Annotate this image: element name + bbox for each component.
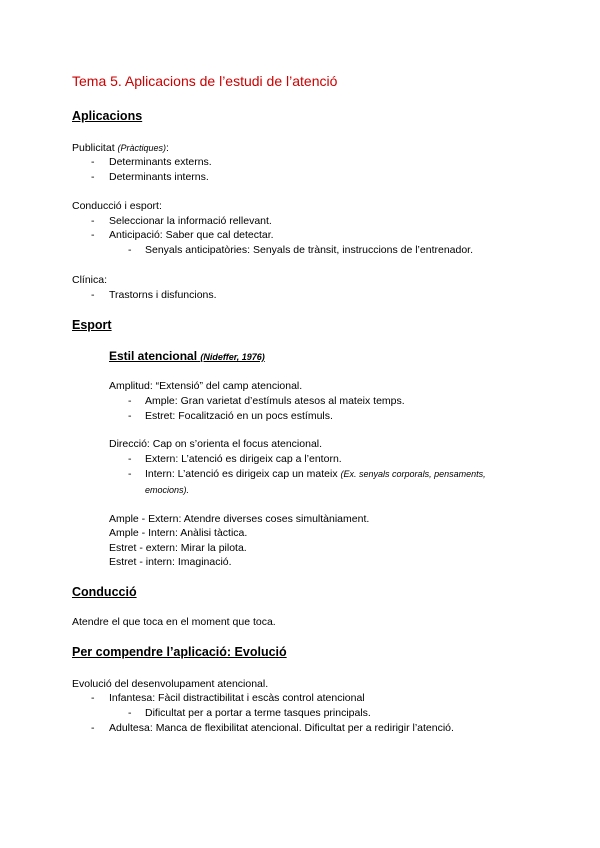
combinacio-line: Ample - Intern: Anàlisi tàctica. bbox=[109, 527, 248, 539]
bullet-dash: - bbox=[128, 453, 132, 465]
evolucio-label: Evolució del desenvolupament atencional. bbox=[72, 678, 269, 690]
sub-list-item: Senyals anticipatòries: Senyals de trànsit, instruccions de l’entrenador. bbox=[145, 244, 474, 256]
direccio-label: Direcció: Cap on s’orienta el focus atencional. bbox=[109, 438, 323, 450]
publicitat-colon: : bbox=[166, 142, 169, 154]
list-item: Extern: L’atenció es dirigeix cap a l’entorn. bbox=[145, 453, 342, 465]
bullet-dash: - bbox=[91, 215, 95, 227]
conduccio-text: Atendre el que toca en el moment que toca. bbox=[72, 616, 276, 628]
publicitat-text: Publicitat bbox=[72, 142, 115, 154]
bullet-dash: - bbox=[91, 722, 95, 734]
bullet-dash: - bbox=[128, 468, 132, 480]
bullet-dash: - bbox=[128, 410, 132, 422]
bullet-dash: - bbox=[128, 244, 132, 256]
direccio-intern-note: (Ex. senyals corporals, pensaments, bbox=[340, 469, 486, 479]
heading-evolucio: Per compendre l’aplicació: Evolució bbox=[72, 645, 287, 659]
heading-aplicacions: Aplicacions bbox=[72, 109, 143, 123]
bullet-dash: - bbox=[128, 707, 132, 719]
amplitud-label: Amplitud: “Extensió” del camp atencional. bbox=[109, 380, 303, 392]
list-item: Adultesa: Manca de flexibilitat atencional. Dificultat per a redirigir l’atenció. bbox=[109, 722, 454, 734]
estil-heading-text: Estil atencional bbox=[109, 349, 198, 363]
list-item: Determinants externs. bbox=[109, 156, 212, 168]
list-item bbox=[145, 468, 486, 481]
bullet-dash: - bbox=[128, 395, 132, 407]
heading-conduccio: Conducció bbox=[72, 585, 137, 599]
combinacio-line: Ample - Extern: Atendre diverses coses simultàniament. bbox=[109, 513, 370, 525]
list-item: Determinants interns. bbox=[109, 171, 209, 183]
list-item: Seleccionar la informació rellevant. bbox=[109, 215, 272, 227]
publicitat-label bbox=[72, 142, 169, 155]
list-item: Anticipació: Saber que cal detectar. bbox=[109, 229, 274, 241]
bullet-dash: - bbox=[91, 171, 95, 183]
bullet-dash: - bbox=[91, 692, 95, 704]
clinica-label: Clínica: bbox=[72, 274, 108, 286]
conduccio-esport-label: Conducció i esport: bbox=[72, 200, 162, 212]
list-item: Trastorns i disfuncions. bbox=[109, 289, 217, 301]
combinacio-line: Estret - intern: Imaginació. bbox=[109, 556, 232, 568]
combinacio-line: Estret - extern: Mirar la pilota. bbox=[109, 542, 247, 554]
bullet-dash: - bbox=[91, 229, 95, 241]
page-title: Tema 5. Aplicacions de l’estudi de l’atenció bbox=[72, 73, 338, 89]
sub-list-item: Dificultat per a portar a terme tasques principals. bbox=[145, 707, 371, 719]
bullet-dash: - bbox=[91, 156, 95, 168]
heading-esport: Esport bbox=[72, 318, 112, 332]
list-item: Infantesa: Fàcil distractibilitat i escàs control atencional bbox=[109, 692, 365, 704]
direccio-intern-note-cont: emocions). bbox=[145, 485, 190, 495]
estil-citation: (Nideffer, 1976) bbox=[200, 352, 265, 362]
publicitat-note: (Pràctiques) bbox=[117, 143, 167, 153]
bullet-dash: - bbox=[91, 289, 95, 301]
list-item: Ample: Gran varietat d’estímuls atesos al mateix temps. bbox=[145, 395, 405, 407]
list-item: Estret: Focalització en un pocs estímuls. bbox=[145, 410, 333, 422]
direccio-intern-text: Intern: L’atenció es dirigeix cap un mateix bbox=[145, 468, 338, 480]
heading-estil-atencional bbox=[109, 349, 265, 365]
